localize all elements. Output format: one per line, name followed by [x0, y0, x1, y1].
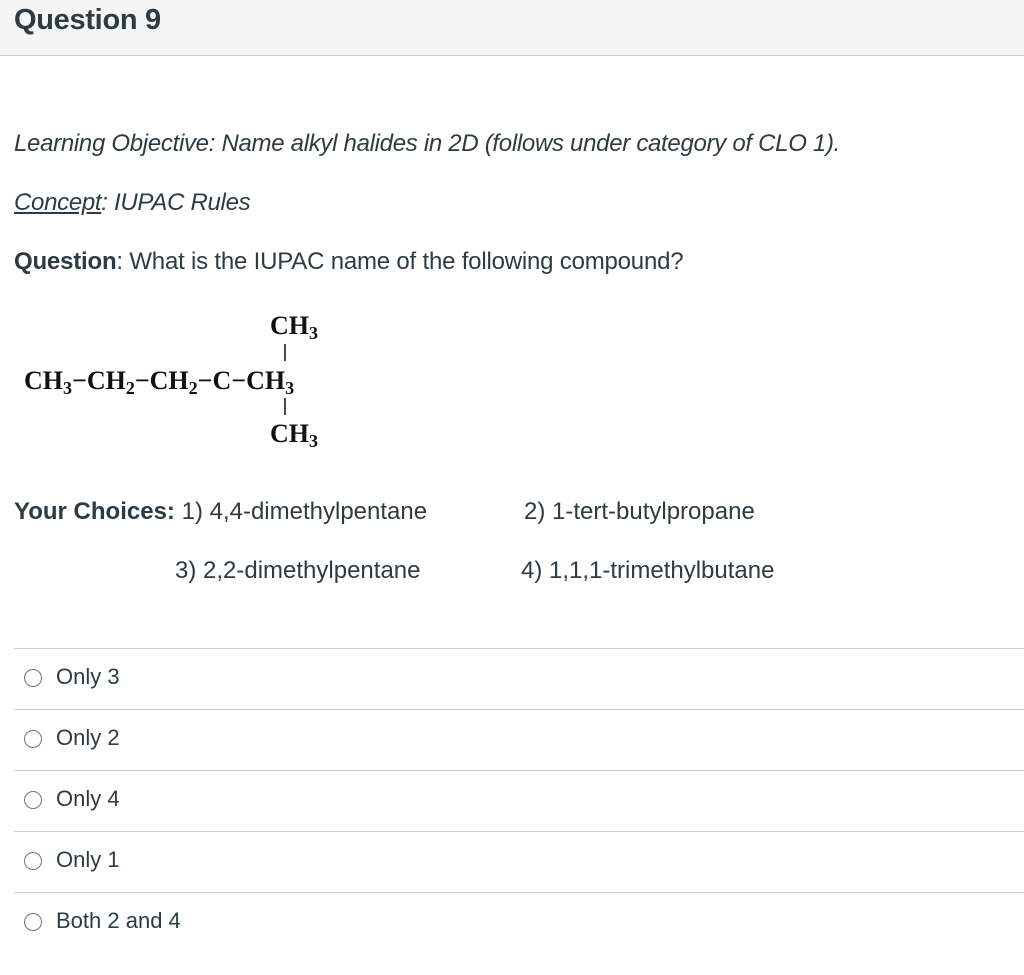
compound-structure — [20, 302, 400, 462]
learning-objective: Learning Objective: Name alkyl halides in 2D (follows under category of CLO 1). — [14, 130, 841, 157]
choices-label: Your Choices: — [14, 498, 175, 525]
choice-4: 4) 1,1,1-trimethylbutane — [521, 557, 775, 584]
structure-main-chain: CH3−CH2−CH2−C−CH3 — [24, 366, 295, 398]
choice-3: 3) 2,2-dimethylpentane — [175, 557, 421, 584]
question-text: : What is the IUPAC name of the following compound? — [116, 248, 684, 275]
answer-option[interactable] — [14, 892, 1024, 953]
radio-button[interactable] — [24, 852, 42, 870]
answer-label[interactable]: Only 4 — [56, 786, 120, 811]
answer-option[interactable] — [14, 770, 1024, 831]
radio-button[interactable] — [24, 791, 42, 809]
radio-button[interactable] — [24, 913, 42, 931]
answer-option[interactable] — [14, 709, 1024, 770]
question-header — [0, 0, 1024, 56]
answer-label[interactable]: Only 3 — [56, 664, 120, 689]
answer-label[interactable]: Only 1 — [56, 847, 120, 872]
answer-option[interactable] — [14, 648, 1024, 709]
question-label: Question — [14, 248, 117, 275]
structure-top-methyl: CH3 — [270, 311, 318, 343]
question-title: Question 9 — [14, 4, 161, 36]
concept-line — [14, 189, 250, 217]
answer-label[interactable]: Both 2 and 4 — [56, 908, 181, 933]
answer-option[interactable] — [14, 831, 1024, 892]
structure-bottom-methyl: CH3 — [270, 419, 318, 451]
concept-label: Concept — [14, 189, 102, 216]
choice-1: 1) 4,4-dimethylpentane — [181, 498, 428, 525]
answer-label[interactable]: Only 2 — [56, 725, 120, 750]
choice-2: 2) 1-tert-butylpropane — [524, 498, 755, 525]
radio-button[interactable] — [24, 669, 42, 687]
radio-button[interactable] — [24, 730, 42, 748]
answer-list — [14, 648, 1024, 953]
question-prompt — [14, 248, 683, 276]
choices-line-1 — [14, 498, 427, 526]
concept-text: : IUPAC Rules — [101, 189, 251, 216]
